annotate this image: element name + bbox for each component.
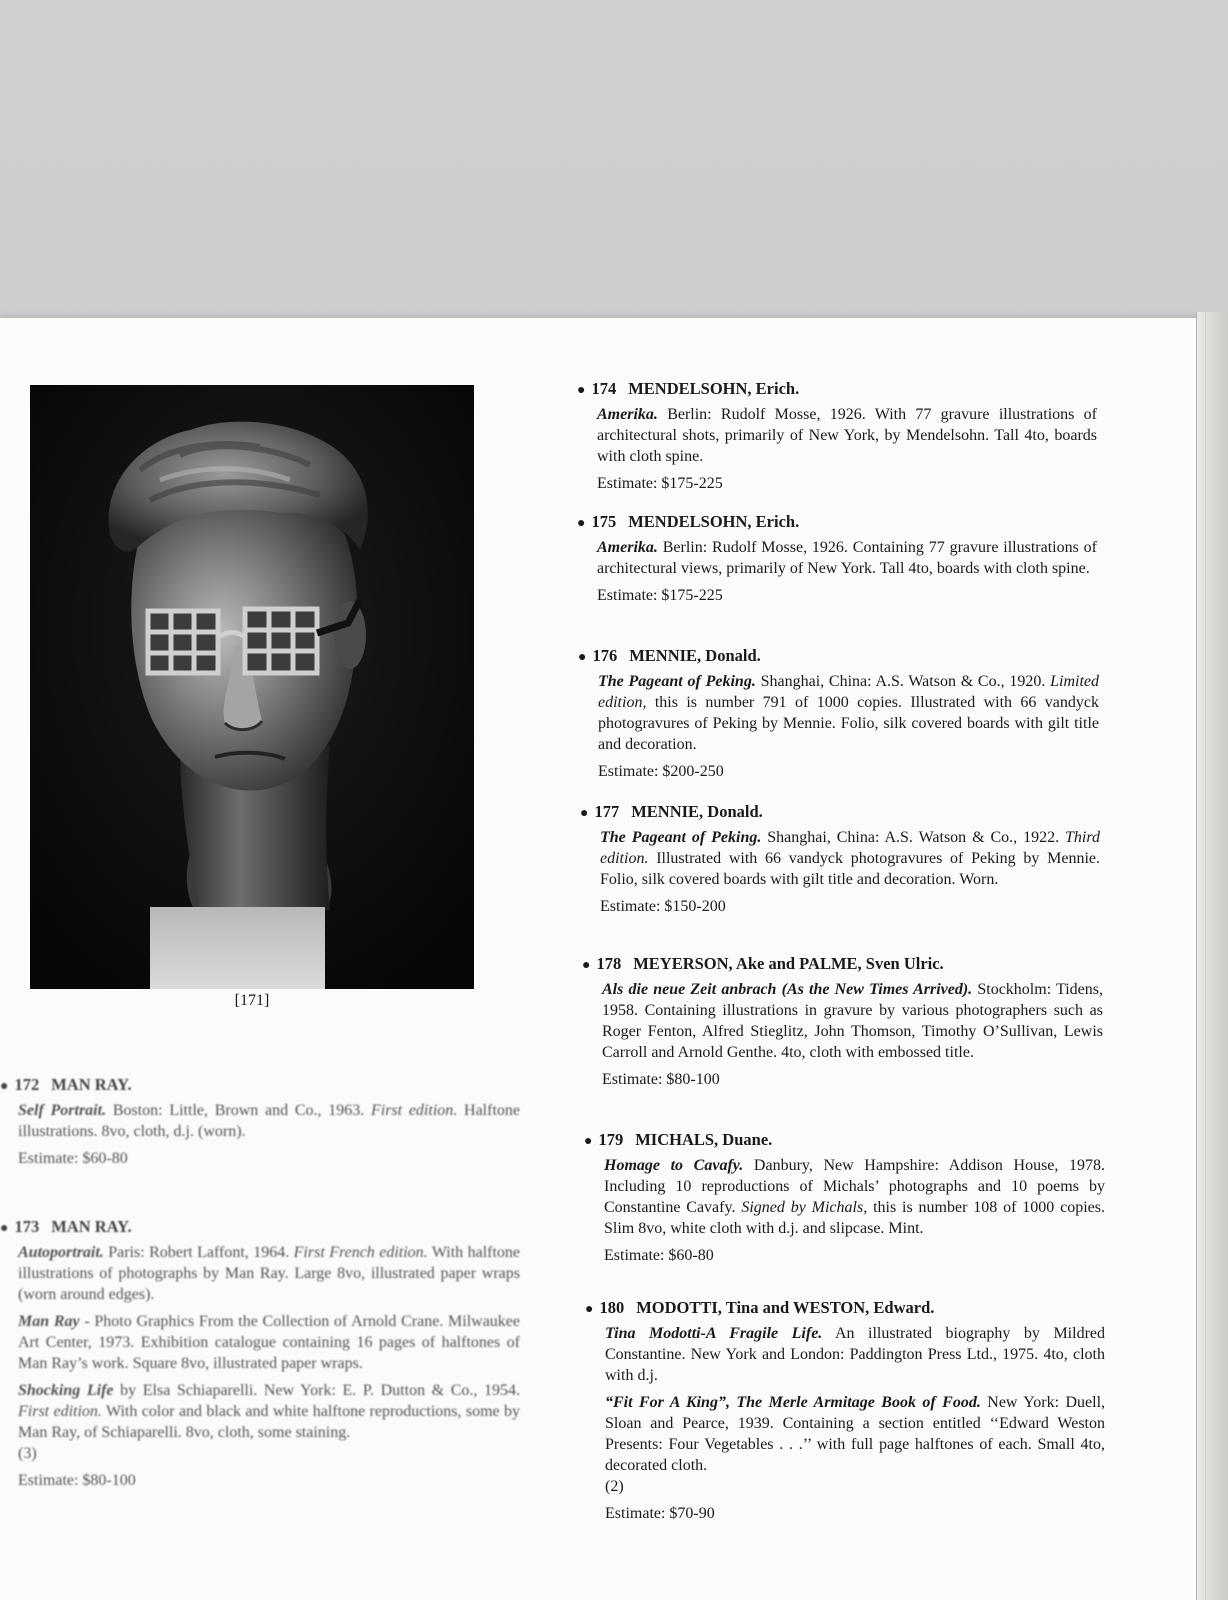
lot-text: this is number 108 of 1000 copies. Slim 8vo, white cloth with d.j. and slipcase. Mint. <box>604 1199 1106 1237</box>
lot-number: 172 <box>14 1075 40 1094</box>
lot-number: 177 <box>594 802 620 821</box>
page-edge <box>1196 312 1228 1600</box>
lot-edition: First edition. <box>18 1403 102 1420</box>
lot-number: 176 <box>592 646 618 665</box>
lot-header <box>585 1297 1105 1320</box>
lot-text: New York: Duell, Sloan and Pearce, 1939. Containing a section entitled ‘‘Edward Weston Presents: Four Vegetables . . .’’ with full page halftones of each. Small 4to, decorated cloth. <box>605 1394 1106 1474</box>
lot-author: MAN RAY. <box>51 1217 132 1236</box>
lot-title: Tina Modotti-A Fragile Life. <box>605 1325 823 1342</box>
lot-header <box>577 378 1097 401</box>
bullet: ● <box>577 383 586 398</box>
lot-author: MENNIE, Donald. <box>629 646 761 665</box>
lot-estimate: Estimate: $80-100 <box>18 1472 136 1489</box>
lot-title: Homage to Cavafy. <box>604 1157 744 1174</box>
lot-estimate: Estimate: $60-80 <box>604 1247 714 1264</box>
lot-author: MENDELSOHN, Erich. <box>628 512 800 531</box>
lot-header <box>0 1216 520 1239</box>
bust-photograph <box>30 385 474 989</box>
lot-title: Amerika. <box>597 539 658 556</box>
lot-description <box>0 1242 520 1491</box>
lot-text: this is number 791 of 1000 copies. Illustrated with 66 vandyck photogravures of Peking by Mennie. Folio, silk covered boards with gilt title and decoration. <box>598 694 1100 753</box>
lot-text: by Elsa Schiaparelli. New York: E. P. Dutton & Co., 1954. <box>120 1382 521 1399</box>
lot-text: Shanghai, China: A.S. Watson & Co., 1922. <box>767 829 1060 846</box>
lot-text: Halftone illustrations. 8vo, cloth, d.j. (worn). <box>18 1102 520 1140</box>
bullet: ● <box>0 1079 9 1094</box>
lot-title: Als die neue Zeit anbrach (As the New Times Arrived). <box>602 981 973 998</box>
lot-176 <box>578 645 1099 782</box>
lot-estimate: Estimate: $70-90 <box>605 1505 715 1522</box>
lot-number: 178 <box>596 954 622 973</box>
lot-description <box>577 404 1097 494</box>
lot-number: 179 <box>598 1130 624 1149</box>
lot-title: The Pageant of Peking. <box>598 673 756 690</box>
bullet: ● <box>580 806 589 821</box>
lot-text: - Photo Graphics From the Collection of Arnold Crane. Milwaukee Art Center, 1973. Exhibition catalogue containing 16 pages of halftones of Man Ray’s work. Square 8vo, illustrated paper wraps. <box>18 1313 521 1372</box>
lot-175 <box>577 511 1097 606</box>
lot-estimate: Estimate: $150-200 <box>600 898 726 915</box>
lot-title: Amerika. <box>597 406 658 423</box>
lot-estimate: Estimate: $60-80 <box>18 1150 128 1167</box>
lot-estimate: Estimate: $80-100 <box>602 1071 720 1088</box>
lot-author: MODOTTI, Tina and WESTON, Edward. <box>636 1298 935 1317</box>
lot-number: 175 <box>591 512 617 531</box>
lot-title: Shocking Life <box>18 1382 114 1399</box>
lot-description <box>582 979 1103 1090</box>
lot-count: (2) <box>605 1478 624 1495</box>
lot-estimate: Estimate: $175-225 <box>597 587 723 604</box>
lot-header <box>578 645 1099 668</box>
lot-179 <box>584 1129 1105 1266</box>
lot-172 <box>0 1074 520 1169</box>
figure-caption: [171] <box>234 992 270 1009</box>
lot-title: Self Portrait. <box>18 1102 107 1119</box>
lot-180 <box>585 1297 1105 1524</box>
lot-description <box>0 1100 520 1169</box>
lot-title: Autoportrait. <box>18 1244 104 1261</box>
lot-177 <box>580 801 1100 917</box>
lot-author: MICHALS, Duane. <box>635 1130 773 1149</box>
lot-edition: Signed by Michals, <box>741 1199 868 1216</box>
bust-photograph-image <box>30 385 474 989</box>
bullet: ● <box>578 650 587 665</box>
lot-estimate: Estimate: $175-225 <box>597 475 723 492</box>
bullet: ● <box>585 1302 594 1317</box>
lot-title: The Pageant of Peking. <box>600 829 762 846</box>
lot-text: Berlin: Rudolf Mosse, 1926. Containing 77 gravure illustrations of architectural views, primarily of New York. Tall 4to, boards with cloth spine. <box>597 539 1097 577</box>
lot-text: Paris: Robert Laffont, 1964. <box>108 1244 290 1261</box>
lot-edition: First French edition. <box>293 1244 428 1261</box>
lot-author: MEYERSON, Ake and PALME, Sven Ulric. <box>633 954 944 973</box>
lot-header <box>582 953 1103 976</box>
lot-header <box>0 1074 520 1097</box>
lot-text: An illustrated biography by Mildred Constantine. New York and London: Paddington Press Ltd., 1975. 4to, cloth with d.j. <box>605 1325 1105 1384</box>
lot-text: With color and black and white halftone reproductions, some by Man Ray, of Schiaparelli. 8vo, cloth, some staining. <box>18 1403 521 1441</box>
lot-edition: First edition. <box>370 1102 458 1119</box>
lot-description <box>580 827 1100 917</box>
lot-number: 173 <box>14 1217 40 1236</box>
lot-description <box>577 537 1097 606</box>
lot-174 <box>577 378 1097 494</box>
lot-173 <box>0 1216 520 1491</box>
lot-text: Stockholm: Tidens, 1958. Containing illustrations in gravure by various photographers such as Roger Fenton, Alfred Stieglitz, John Thomson, Timothy O’Sullivan, Lewis Carroll and Arnold Genthe. 4to, cloth with embossed title. <box>602 981 1104 1061</box>
lot-author: MENDELSOHN, Erich. <box>628 379 800 398</box>
lot-edition: Third edition. <box>600 829 1101 867</box>
lot-title: Man Ray <box>18 1313 80 1330</box>
lot-author: MAN RAY. <box>51 1075 132 1094</box>
lot-text: Danbury, New Hampshire: Addison House, 1978. Including 10 reproductions of Michals’ photographs and 10 poems by Constantine Cavafy. <box>604 1157 1106 1216</box>
lot-text: Berlin: Rudolf Mosse, 1926. With 77 gravure illustrations of architectural shots, primarily of New York, by Mendelsohn. Tall 4to, boards with cloth spine. <box>597 406 1098 465</box>
lot-estimate: Estimate: $200-250 <box>598 763 724 780</box>
lot-author: MENNIE, Donald. <box>631 802 763 821</box>
bullet: ● <box>0 1221 9 1236</box>
lot-number: 180 <box>599 1298 625 1317</box>
lot-text: Boston: Little, Brown and Co., 1963. <box>112 1102 365 1119</box>
lot-text: Illustrated with 66 vandyck photogravures of Peking by Mennie. Folio, silk covered boards with gilt title and decoration. Worn. <box>600 850 1100 888</box>
lot-header <box>577 511 1097 534</box>
lot-header <box>584 1129 1105 1152</box>
lot-header <box>580 801 1100 824</box>
bullet: ● <box>582 958 591 973</box>
lot-178 <box>582 953 1103 1090</box>
lot-description <box>578 671 1099 782</box>
lot-count: (3) <box>18 1445 37 1462</box>
lot-description <box>584 1155 1105 1266</box>
lot-description <box>585 1323 1105 1524</box>
lot-title: “Fit For A King”, The Merle Armitage Book of Food. <box>605 1394 981 1411</box>
lot-text: With halftone illustrations of photographs by Man Ray. Large 8vo, illustrated paper wraps (worn around edges). <box>18 1244 521 1303</box>
bullet: ● <box>584 1134 593 1149</box>
lot-text: Shanghai, China: A.S. Watson & Co., 1920. <box>760 673 1046 690</box>
bullet: ● <box>577 516 586 531</box>
lot-number: 174 <box>591 379 617 398</box>
lot-edition: Limited edition, <box>598 673 1100 711</box>
